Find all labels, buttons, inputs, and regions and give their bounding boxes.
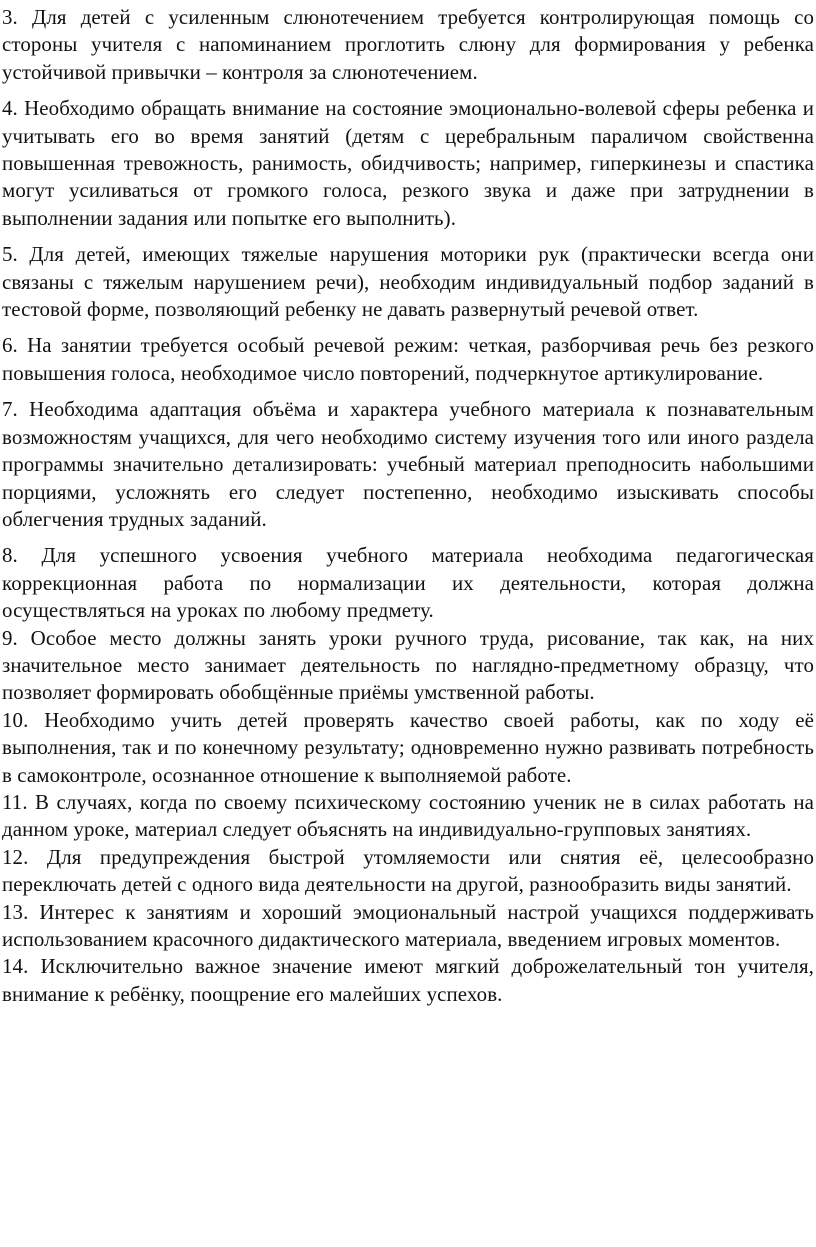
paragraph-item-5: 5. Для детей, имеющих тяжелые нарушения моторики рук (практически всегда они связаны с тяжелым нарушением речи), необходим индивидуальный подбор заданий в тестовой форме, позволяющий ребенку не давать развернутый речевой ответ. [2, 242, 814, 322]
paragraph-item-14: 14. Исключительно важное значение имеют мягкий доброжелательный тон учителя, внимание к ребёнку, поощрение его малейших успехов. [2, 954, 814, 1006]
paragraph-item-8: 8. Для успешного усвоения учебного материала необходима педагогическая коррекционная работа по нормализации их деятельности, которая должна осуществляться на уроках по любому предмету. [2, 543, 814, 623]
paragraph-item-13: 13. Интерес к занятиям и хороший эмоциональный настрой учащихся поддерживать использованием красочного дидактического материала, введением игровых моментов. [2, 899, 814, 951]
paragraph-item-9: 9. Особое место должны занять уроки ручного труда, рисование, так как, на них значительное место занимает деятельность по наглядно-предметному образцу, что позволяет формировать обобщённые приёмы умственной работы. [2, 625, 814, 705]
paragraph-item-11: 11. В случаях, когда по своему психическому состоянию ученик не в силах работать на данном уроке, материал следует объяснять на индивидуально-групповых занятиях. [2, 789, 814, 842]
paragraph-item-10: 10. Необходимо учить детей проверять качество своей работы, как по ходу её выполнения, так и по конечному результату; одновременно нужно развивать потребность в самоконтроле, осознанное отношение к выполняемой работе. [2, 707, 814, 787]
paragraph-item-12: 12. Для предупреждения быстрой утомляемости или снятия её, целесообразно переключать детей с одного вида деятельности на другой, разнообразить виды занятий. [2, 844, 814, 897]
paragraph-item-6: 6. На занятии требуется особый речевой режим: четкая, разборчивая речь без резкого повышения голоса, необходимое число повторений, подчеркнутое артикулирование. [2, 333, 814, 385]
paragraph-item-4: 4. Необходимо обращать внимание на состояние эмоционально-волевой сферы ребенка и учитывать его во время занятий (детям с церебральным параличом свойственна повышенная тревожность, ранимость, обидчивость; например, гиперкинезы и спастика могут усиливаться от громкого голоса, резкого звука и даже при затруднении в выполнении задания или попытке его выполнить). [2, 96, 814, 230]
paragraph-item-7: 7. Необходима адаптация объёма и характера учебного материала к познавательным возможностям учащихся, для чего необходимо систему изучения того или иного раздела программы значительно детализировать: учебный материал преподносить набольшими порциями, усложнять его следует постепенно, необходимо изыскивать способы облегчения трудных заданий. [2, 397, 814, 531]
paragraph-item-3: 3. Для детей с усиленным слюнотечением требуется контролирующая помощь со стороны учителя с напоминанием проглотить слюну для формирования у ребенка устойчивой привычки – контроля за слюнотечением. [2, 5, 814, 84]
